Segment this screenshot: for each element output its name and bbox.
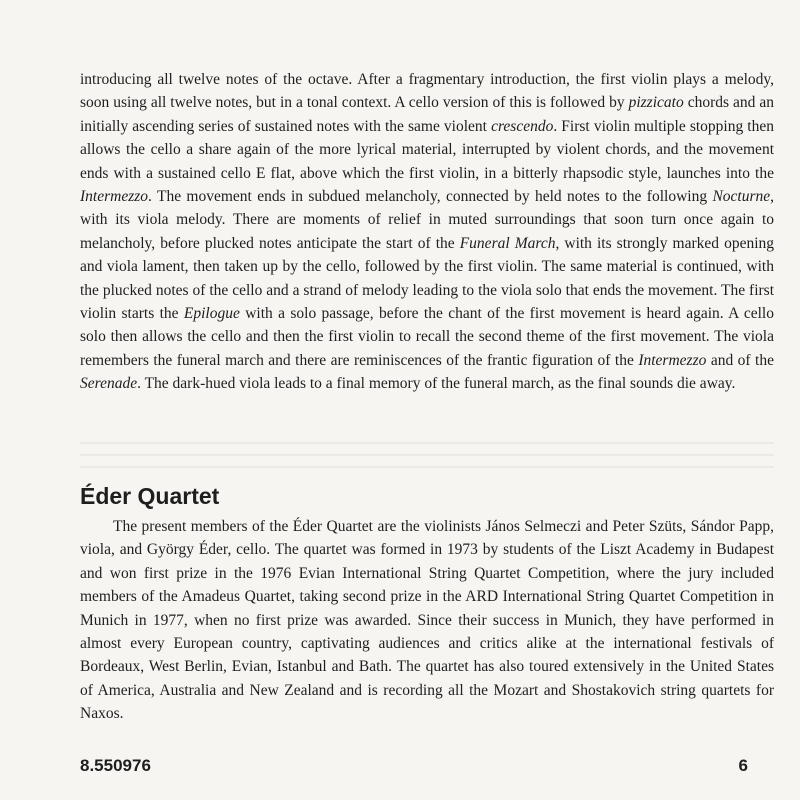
text-run: introducing all twelve notes of the octave. After a fragmentary introduction, the first violin plays a melody, soon using all twelve notes, but in a tonal context. A cello version of this is followed by bbox=[80, 71, 774, 112]
italic-term: Intermezzo bbox=[80, 188, 149, 206]
text-run: chords and an initially ascending series of sustained notes with the same violent bbox=[80, 94, 774, 135]
body-paragraph-2: The present members of the Éder Quartet are the violinists János Selmeczi and Peter Szüts, Sándor Papp, viola, and György Éder, cello. The quartet was formed in 1973 by students of the Liszt Academy in Budapest and won first prize in the 1976 Evian International String Quartet Competition, where the jury included members of the Amadeus Quartet, taking second prize in the ARD International String Quartet Competition in Munich in 1977, when no first prize was awarded. Since their success in Munich, they have performed in almost every European country, captivating audiences and critics alike at the international festivals of Bordeaux, West Berlin, Evian, Istanbul and Bath. The quartet has also toured extensively in the United States of America, Australia and New Zealand and is recording all the Mozart and Shostakovich string quartets for Naxos. bbox=[80, 518, 774, 723]
section-heading: Éder Quartet bbox=[80, 483, 220, 509]
text-run: , with its viola melody. There are moments of relief in muted surroundings that soon turn once again to melancholy, before plucked notes anticipate the start of the bbox=[80, 188, 774, 252]
text-run: . First violin multiple stopping then allows the cello a share again of the more lyrical material, interrupted by violent chords, and the movement ends with a sustained cello E flat, above which the first violin, in a bitterly rhapsodic style, launches into the bbox=[80, 117, 774, 182]
show-through-text bbox=[80, 442, 774, 476]
catalog-number: 8.550976 bbox=[80, 756, 151, 775]
text-run: . The movement ends in subdued melancholy, connected by held notes to the following bbox=[148, 188, 713, 206]
italic-term: crescendo bbox=[491, 117, 554, 135]
body-paragraph-1 bbox=[80, 68, 774, 396]
italic-term: Nocturne bbox=[712, 188, 771, 206]
italic-term: pizzicato bbox=[628, 94, 684, 112]
italic-term: Funeral March bbox=[459, 234, 556, 252]
italic-term: Epilogue bbox=[183, 305, 240, 323]
text-run: . The dark-hued viola leads to a final memory of the funeral march, as the final sounds die away. bbox=[137, 375, 736, 393]
text-run: with a solo passage, before the chant of the first movement is heard again. A cello solo then allows the cello and then the first violin to recall the second theme of the first movement. The viola remembers the funeral march and there are reminiscences of the frantic figuration of the bbox=[80, 305, 774, 369]
text-run: and of the bbox=[706, 351, 774, 369]
italic-term: Serenade bbox=[80, 375, 138, 393]
page-number: 6 bbox=[738, 756, 748, 775]
italic-term: Intermezzo bbox=[638, 351, 707, 369]
text-run: , with its strongly marked opening and viola lament, then taken up by the cello, followed by the first violin. The same material is continued, with the plucked notes of the cello and a strand of melody leading to the viola solo that ends the movement. The first violin starts the bbox=[80, 234, 774, 323]
